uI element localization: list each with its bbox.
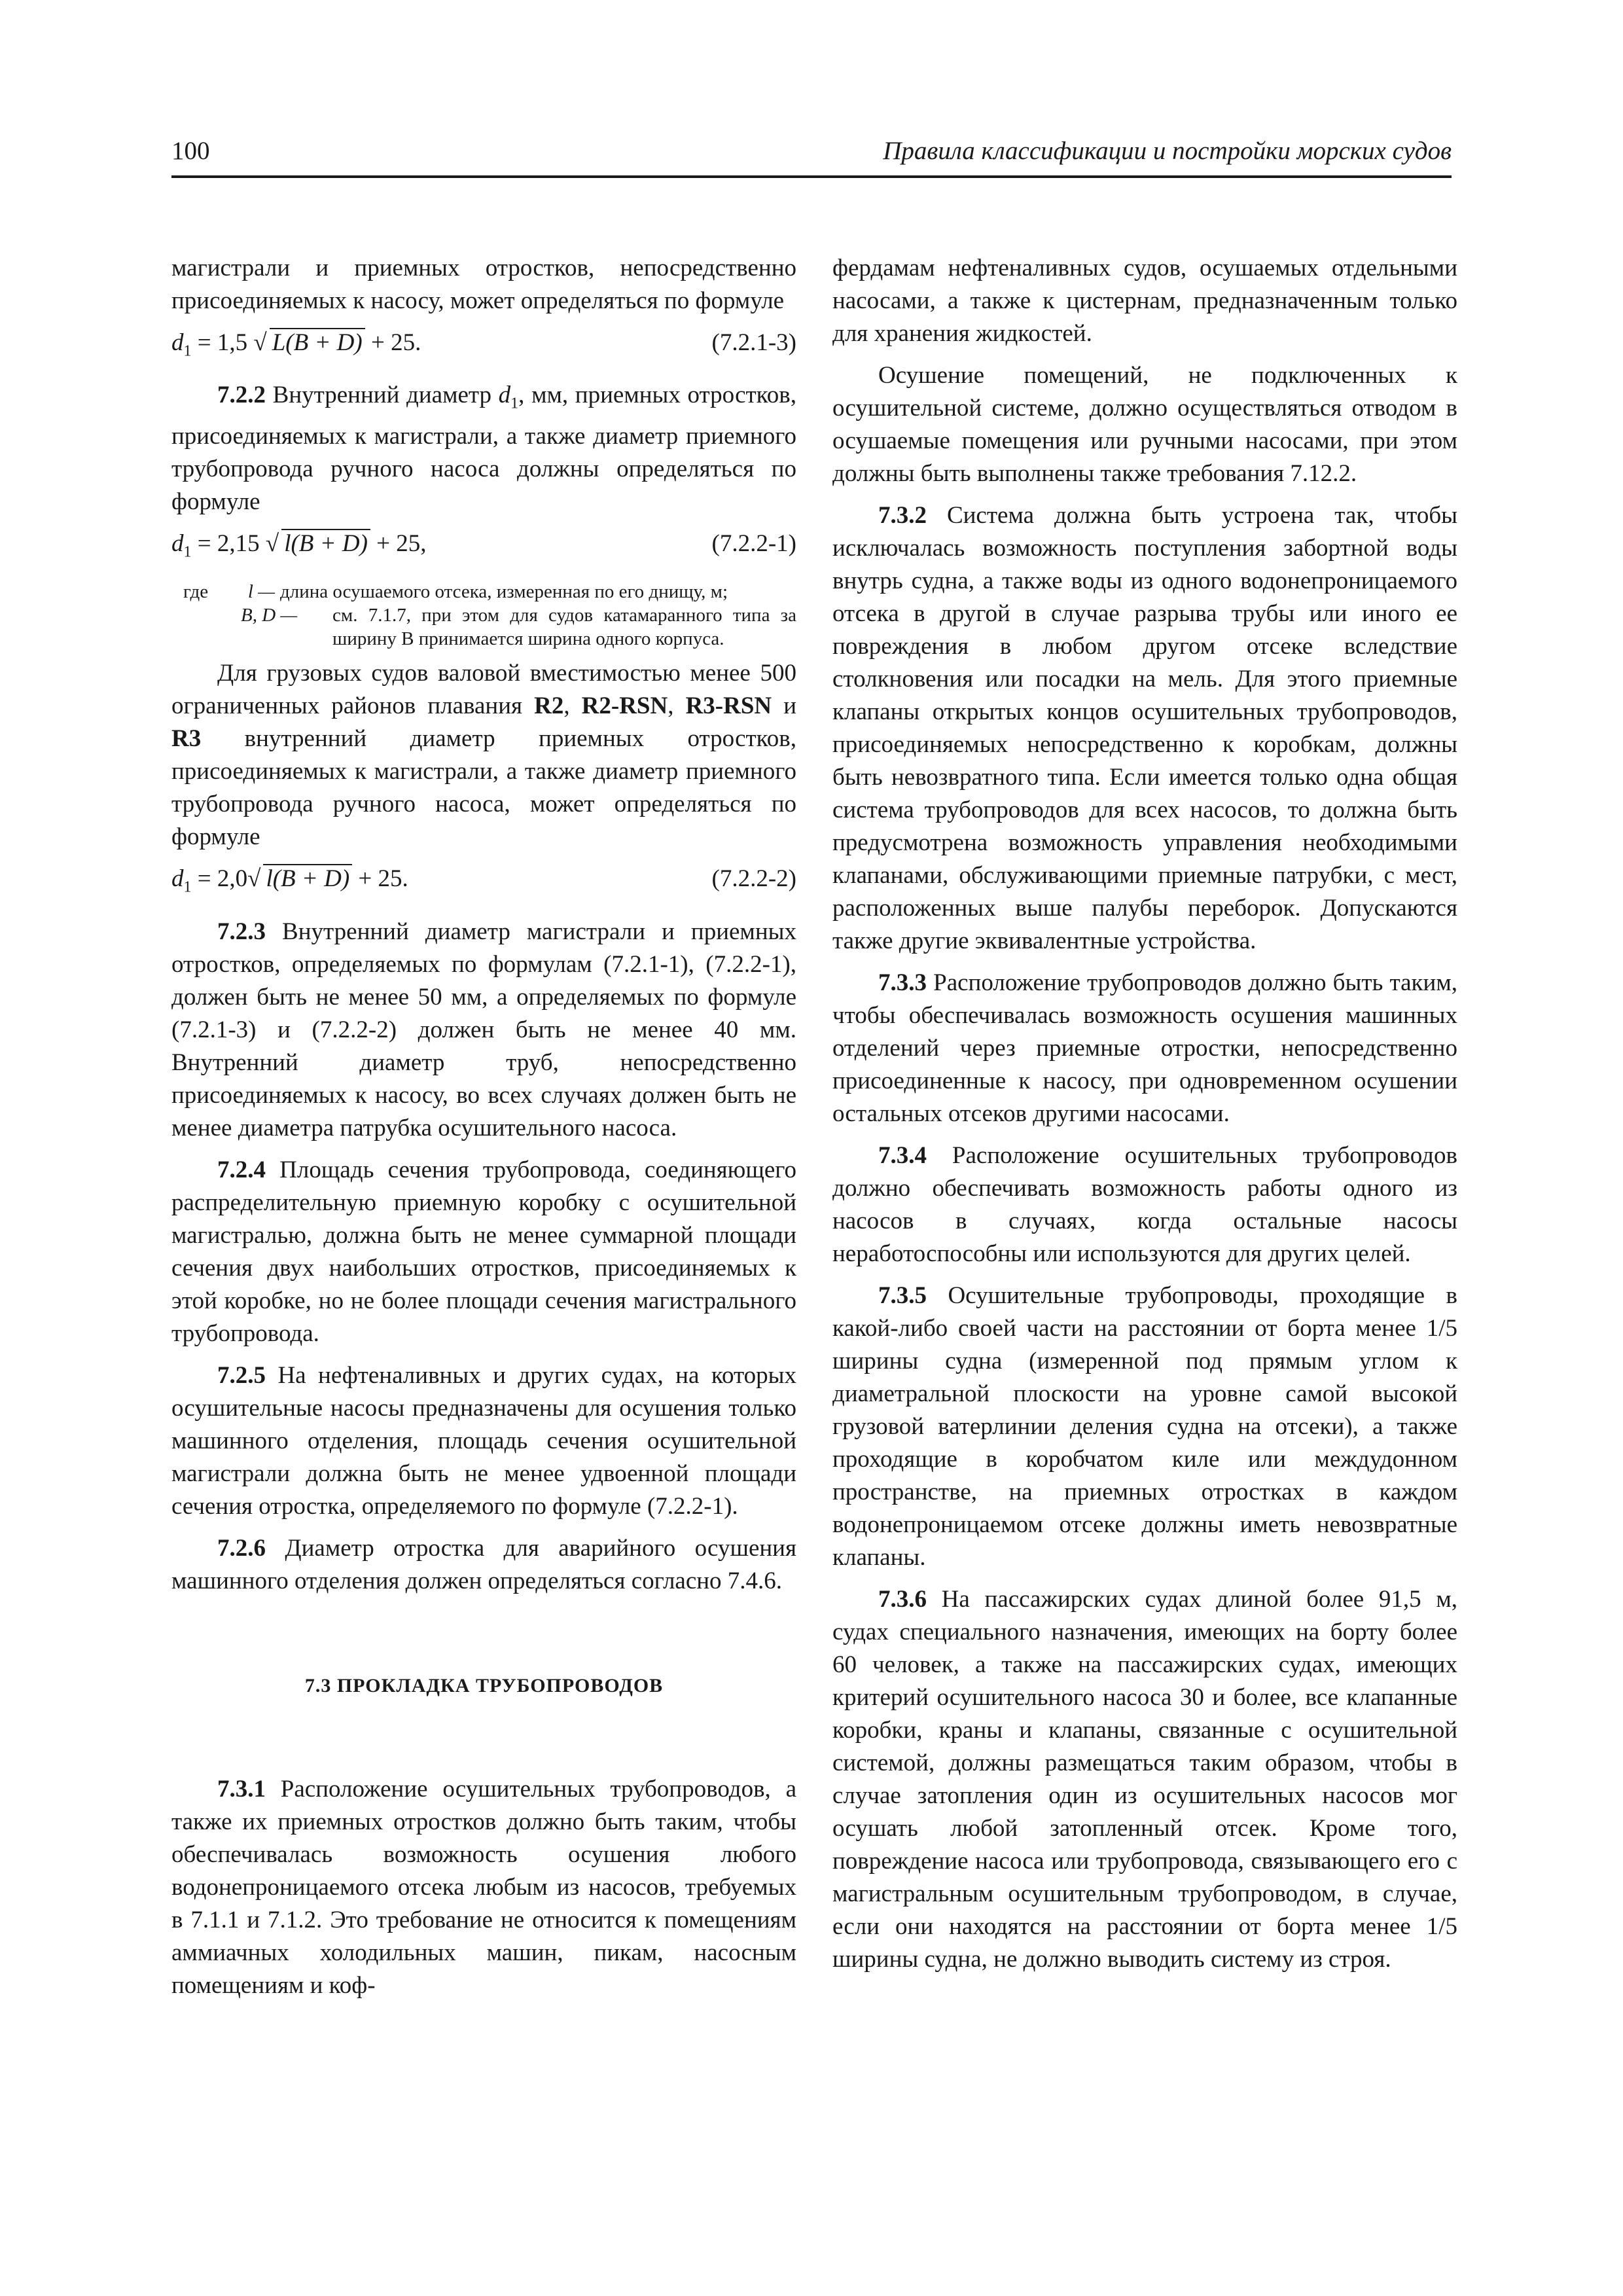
- clause-7-3-6: 7.3.6 На пассажирских судах длиной более 91,5 м, судах специального назначения, имеющих на борту более 60 человек, а также на пассажирских судах, имеющих критерий осушительного насоса 30 и более, все клапанные коробки, краны и клапаны, связанные с осушительной системой, должны размещаться таким образом, чтобы в случае затопления один из осушительных насосов мог осушать любой затопленный отсек. Кроме того, повреждение насоса или трубопровода, связывающего его с магистральным осушительным трубопроводом, в случае, если они находятся на расстоянии от борта менее 1/5 ширины судна, не должно выводить систему из строя.: [832, 1586, 1457, 1973]
- clause-7-3-1: 7.3.1 Расположение осушительных трубопроводов, а также их приемных отростков должно быть таким, чтобы обеспечивалась возможность осушения любого водонепроницаемого отсека любым из насосов, требуемых в 7.1.1 и 7.1.2. Это требование не относится к помещениям аммиачных холодильных машин, пикам, насосным помещениям и коф-: [171, 1775, 796, 1999]
- clause-7-3-2: 7.3.2 Система должна быть устроена так, чтобы исключалась возможность поступления забортной воды внутрь судна, а также воды из одного водонепроницаемого отсека в другой в случае разрыва трубы или иного ее повреждения в любом другом отсеке вследствие столкновения или посадки на мель. Для этого приемные клапаны открытых концов осушительных трубопроводов, присоединяемых непосредственно к коробкам, должны быть невозвратного типа. Если имеется только одна общая система трубопроводов для всех насосов, то должна быть предусмотрена возможность управления необходимыми клапанами, обслуживающими приемные патрубки, с мест, расположенных выше палубы переборок. Допускаются также другие эквивалентные устройства.: [832, 502, 1457, 954]
- left-column: [171, 252, 796, 2002]
- clause-7-3-4: 7.3.4 Расположение осушительных трубопроводов должно обеспечивать возможность работы одного из насосов в случаях, когда остальные насосы неработоспособны или используются для других целей.: [832, 1142, 1457, 1267]
- clause-7-2-4: 7.2.4 Площадь сечения трубопровода, соединяющего распределительную приемную коробку с осушительной магистралью, должна быть не менее суммарной площади сечения двух наибольших отростков, присоединяемых к этой коробке, но не более площади сечения магистрального трубопровода.: [171, 1156, 796, 1347]
- clause-7-2-5: 7.2.5 На нефтеналивных и других судах, на которых осушительные насосы предназначены для осушения только машинного отделения, площадь сечения осушительной магистрали должна быть не менее удвоенной площади сечения отростка, определяемого по формуле (7.2.2-1).: [171, 1361, 796, 1520]
- formula-7-2-2-2: $d_1 = 2,0√$ l(B + D) + 25. (7.2.2-2): [171, 863, 796, 903]
- drainage-paragraph: Осушение помещений, не подключенных к осушительной системе, должно осуществляться отводом в осушаемые помещения или ручными насосами, при этом должны быть выполнены также требования 7.12.2.: [832, 362, 1457, 487]
- clause-7-3-3: 7.3.3 Расположение трубопроводов должно быть таким, чтобы обеспечивалась возможность осушения машинных отделений через приемные отростки, непосредственно присоединенные к насосу, при одновременном осушении остальных отсеков другими насосами.: [832, 969, 1457, 1127]
- cargo-ships-paragraph: Для грузовых судов валовой вместимостью менее 500 ограниченных районов плавания R2, R2-RSN, R3-RSN и R3 внутренний диаметр приемных отростков, присоединяемых к магистрали, а также диаметр приемного трубопровода ручного насоса, может определяться по формуле: [171, 660, 796, 851]
- clause-7-2-6: 7.2.6 Диаметр отростка для аварийного осушения машинного отделения должен определяться согласно 7.4.6.: [171, 1534, 796, 1594]
- running-title: Правила классификации и постройки морских судов: [883, 137, 1452, 165]
- intro-paragraph: магистрали и приемных отростков, непосредственно присоединяемых к насосу, может определяться по формуле: [171, 255, 796, 314]
- formula-7-2-2-1: $d_1 = 2,15$ √ l(B + D) + 25, (7.2.2-1): [171, 528, 796, 568]
- continuation-paragraph: фердамам нефтеналивных судов, осушаемых отдельными насосами, а также к цистернам, предназначенным только для хранения жидкостей.: [832, 255, 1457, 347]
- formula-label: (7.2.1-3): [711, 329, 796, 356]
- page-number: 100: [171, 137, 210, 165]
- clause-7-2-3: 7.2.3 Внутренний диаметр магистрали и приемных отростков, определяемых по формулам (7.2.1-1), (7.2.2-1), должен быть не менее 50 мм, а определяемых по формуле (7.2.1-3) и (7.2.2-2) должен быть не менее 40 мм. Внутренний диаметр труб, непосредственно присоединяемых к насосу, во всех случаях должен быть не менее диаметра патрубка осушительного насоса.: [171, 918, 796, 1141]
- clause-7-3-5: 7.3.5 Осушительные трубопроводы, проходящие в какой-либо своей части на расстоянии от борта менее 1/5 ширины судна (измеренной под прямым углом к диаметральной плоскости на уровне самой высокой грузовой ватерлинии деления судна на отсеки), а также проходящие в коробчатом киле или междудонном пространстве, на приемных отростках в каждом водонепроницаемом отсеке должны иметь невозвратные клапаны.: [832, 1282, 1457, 1571]
- header-rule: [171, 175, 1452, 178]
- formula-label: (7.2.2-1): [711, 529, 796, 557]
- section-heading-7-3: 7.3 ПРОКЛАДКА ТРУБОПРОВОДОВ: [304, 1674, 664, 1696]
- formula-label: (7.2.2-2): [711, 865, 796, 893]
- right-column: [832, 252, 1457, 1976]
- variable-definitions: где l — длина осушаемого отсека, измеренная по его днищу, м; B, D — см. 7.1.7, при этом для судов катамаранного типа за ширину B принимается ширина одного корпуса.: [183, 581, 796, 650]
- clause-7-2-2: 7.2.2 Внутренний диаметр $d_1$, мм, приемных отростков, присоединяемых к магистрали, а также диаметр приемного трубопровода ручного насоса должны определяться по формуле: [171, 382, 796, 515]
- formula-7-2-1-3: $d_1 = 1,5$ √ L(B + D) + 25. (7.2.1-3): [171, 327, 796, 367]
